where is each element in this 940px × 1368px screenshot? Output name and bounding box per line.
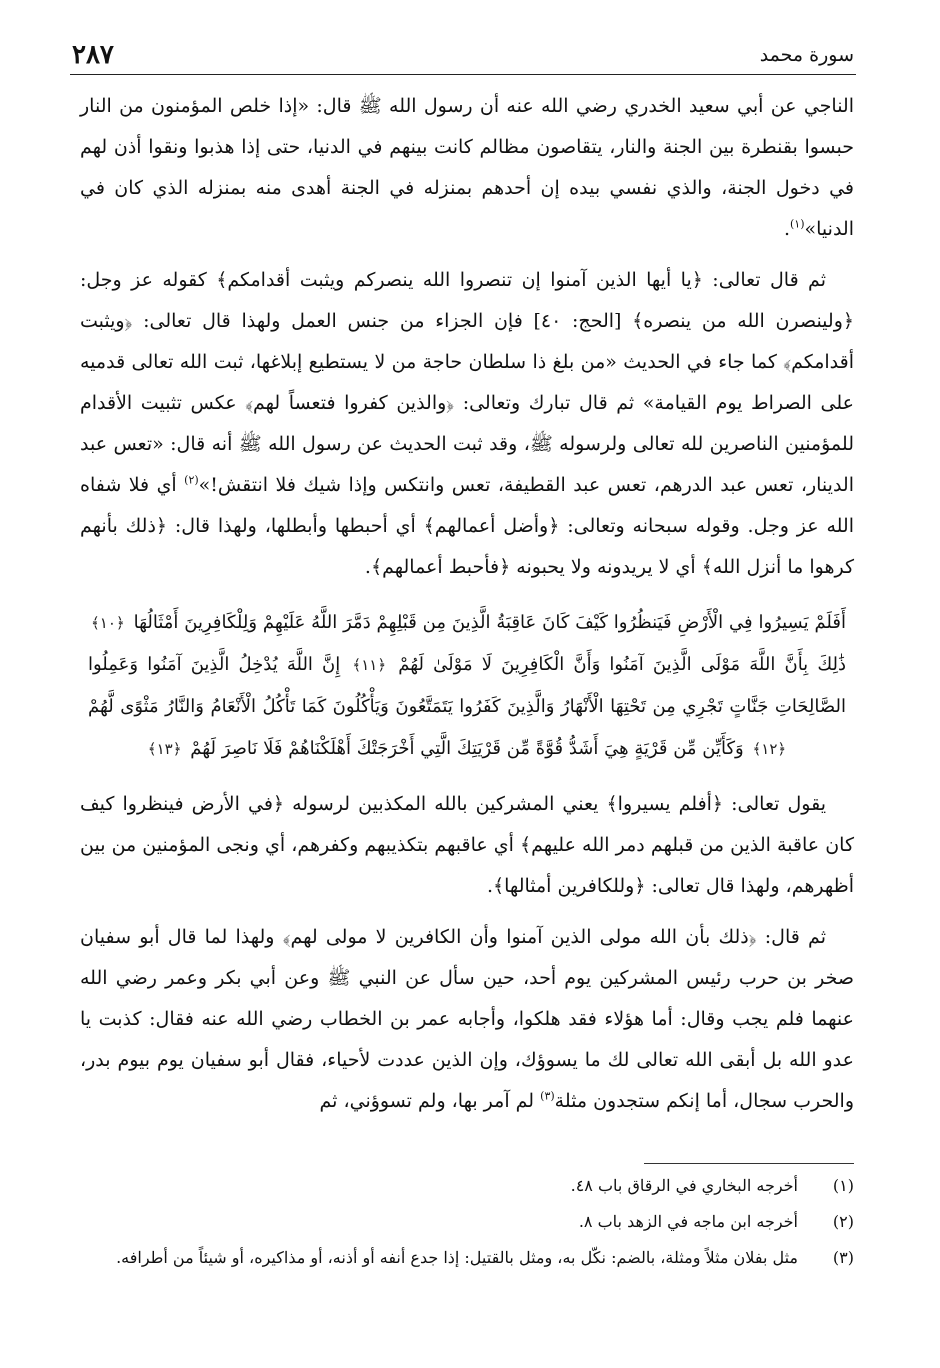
footnote-number: (٢) [832, 1212, 854, 1231]
footnote [80, 1172, 854, 1200]
footnote [80, 1244, 854, 1272]
footnote-number: (١) [832, 1176, 854, 1195]
verse-number-marker: ﴿١٠﴾ [91, 614, 125, 632]
verse-text: وَكَأَيِّن مِّن قَرْيَةٍ هِيَ أَشَدُّ قُوَّةً مِّن قَرْيَتِكَ الَّتِي أَخْرَجَتْكَ أَهْلَكْنَاهُمْ فَلَا نَاصِرَ لَهُمْ [190, 738, 744, 759]
footnote-text: أخرجه ابن ماجه في الزهد باب ٨. [578, 1212, 798, 1231]
paragraph-text: ثم قال تعالى: ﴿يا أيها الذين آمنوا إن تنصروا الله ينصركم ويثبت أقدامكم﴾ كقوله عز وجل: ﴿ولينصرن الله من ينصره﴾ [الحج: ٤٠] فإن الجزاء من جنس العمل ولهذا قال تعالى: ﴿ويثبت أقدامكم﴾ كما جاء في الحديث «من بلغ ذا سلطان حاجة من لا يستطيع إبلاغها، ثبت الله تعالى قدميه على الصراط يوم القيامة» ثم قال تبارك وتعالى: ﴿والذين كفروا فتعساً لهم﴾ عكس تثبيت الأقدام للمؤمنين الناصرين لله تعالى ولرسوله ﷺ، وقد ثبت الحديث عن رسول الله ﷺ أنه قال: «تعس عبد الدينار، تعس عبد الدرهم، تعس عبد القطيفة، تعس وانتكس وإذا شيك فلا انتقش!» [80, 269, 855, 496]
paragraph-text: ثم قال: ﴿ذلك بأن الله مولى الذين آمنوا وأن الكافرين لا مولى لهم﴾ ولهذا لما قال أبو سفيان صخر بن حرب رئيس المشركين يوم أحد، حين سأل عن النبي ﷺ وعن أبي بكر وعمر رضي الله عنهما فلم يجب وقال: أما هؤلاء فقد هلكوا، وأجابه عمر بن الخطاب رضي الله عنه فقال: كذبت يا عدو الله بل أبقى الله تعالى لك ما يسوؤك، وإن الذين عددت لأحياء، فقال أبو سفيان يوم بيوم بدر، والحرب سجال، أما إنكم ستجدون مثلة [80, 926, 854, 1112]
footnote-text: مثل بفلان مثلاً ومثلة، بالضم: نكّل به، ومثل بالقتيل: إذا جدع أنفه أو أذنه، أو مذاكيره، أو شيئاً من أطرافه. [116, 1248, 798, 1267]
main-text [80, 86, 854, 1132]
paragraph-text: الناجي عن أبي سعيد الخدري رضي الله عنه أن رسول الله ﷺ قال: «إذا خلص المؤمنون من النار حبسوا بقنطرة بين الجنة والنار، يتقاصون مظالم كانت بينهم في الدنيا، حتى إذا هذبوا ونقوا أذن لهم في دخول الجنة، والذي نفسي بيده إن أحدهم بمنزله في الجنة أهدى منه بمنزله الذي كان في الدنيا» [80, 95, 854, 240]
surah-title: سورة محمد [759, 44, 854, 66]
footnote-divider [644, 1163, 854, 1164]
paragraph-text: أي فلا شفاه الله عز وجل. وقوله سبحانه وتعالى: ﴿وأضل أعمالهم﴾ أي أحبطها وأبطلها، ولهذا قال: ﴿ذلك بأنهم كرهوا ما أنزل الله﴾ أي لا يريدونه ولا يحبونه ﴿فأحبط أعمالهم﴾. [80, 474, 854, 578]
verse-text: إِنَّ اللَّهَ يُدْخِلُ الَّذِينَ آمَنُوا وَعَمِلُوا الصَّالِحَاتِ جَنَّاتٍ تَجْرِي مِن تَحْتِهَا الْأَنْهَارُ وَالَّذِينَ كَفَرُوا يَتَمَتَّعُونَ وَيَأْكُلُونَ كَمَا تَأْكُلُ الْأَنْعَامُ وَالنَّارُ مَثْوًى لَّهُمْ [88, 654, 846, 717]
page-header [70, 38, 856, 75]
paragraph-victory [80, 260, 854, 588]
verse-number-marker: ﴿١١﴾ [352, 656, 387, 674]
verse-text: ذَٰلِكَ بِأَنَّ اللَّهَ مَوْلَى الَّذِينَ آمَنُوا وَأَنَّ الْكَافِرِينَ لَا مَوْلَىٰ لَهُمْ [398, 654, 846, 675]
paragraph-text: لم آمر بها، ولم تسوؤني، ثم [319, 1090, 535, 1112]
paragraph-text: يقول تعالى: ﴿أفلم يسيروا﴾ يعني المشركين بالله المكذبين لرسوله ﴿في الأرض فينظروا كيف كان عاقبة الذين من قبلهم دمر الله عليهم﴾ أي عاقبهم بتكذيبهم وكفرهم، أي ونجى المؤمنين من بين أظهرهم، ولهذا قال تعالى: ﴿وللكافرين أمثالها﴾. [80, 793, 854, 897]
paragraph-tafsir-patron [80, 917, 854, 1122]
page-number: ٢٨٧ [72, 40, 114, 70]
paragraph-tafsir-journey [80, 784, 854, 907]
verse-number-marker: ﴿١٣﴾ [147, 740, 182, 758]
quran-verses [88, 602, 846, 770]
footnote-number: (٣) [832, 1248, 854, 1267]
footnote [80, 1208, 854, 1236]
footnote-ref-3: (٣) [540, 1089, 555, 1103]
verse-text: أَفَلَمْ يَسِيرُوا فِي الْأَرْضِ فَيَنظُرُوا كَيْفَ كَانَ عَاقِبَةُ الَّذِينَ مِن قَبْلِهِمْ دَمَّرَ اللَّهُ عَلَيْهِمْ وَلِلْكَافِرِينَ أَمْثَالُهَا [133, 612, 846, 633]
footnote-text: أخرجه البخاري في الرقاق باب ٤٨. [570, 1176, 798, 1195]
footnote-ref-1: (١) [790, 217, 805, 231]
footnote-ref-2: (٢) [184, 473, 199, 487]
verse-number-marker: ﴿١٢﴾ [752, 740, 787, 758]
footnotes [80, 1172, 854, 1280]
paragraph-hadith-bridge: الناجي عن أبي سعيد الخدري رضي الله عنه أن رسول الله ﷺ قال: «إذا خلص المؤمنون من النار حبسوا بقنطرة بين الجنة والنار، يتقاصون مظالم كانت بينهم في الدنيا، حتى إذا هذبوا ونقوا أذن لهم في دخول الجنة، والذي نفسي بيده إن أحدهم بمنزله في الجنة أهدى منه بمنزله الذي كان في الدنيا»$^{(١)}$. [80, 95, 854, 240]
